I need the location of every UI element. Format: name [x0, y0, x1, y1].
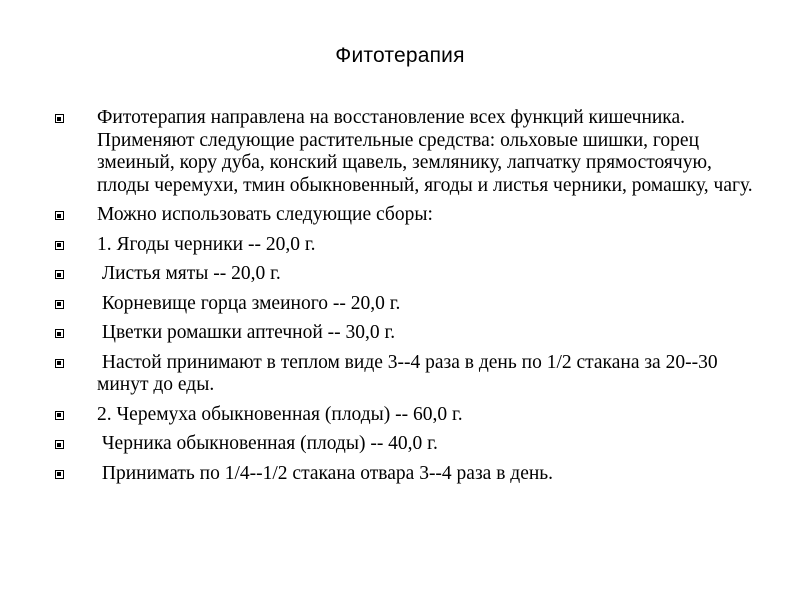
- list-item-text: 2. Черемуха обыкновенная (плоды) -- 60,0 г.: [97, 403, 463, 425]
- list-item: [55, 263, 755, 286]
- list-item: [55, 234, 755, 257]
- list-item-text: Принимать по 1/4--1/2 стакана отвара 3--4 раза в день.: [97, 462, 554, 484]
- square-bullet-icon: [55, 322, 97, 345]
- list-item-text: Черника обыкновенная (плоды) -- 40,0 г.: [97, 433, 438, 454]
- square-bullet-icon: [55, 463, 97, 486]
- list-item: [55, 322, 755, 345]
- list-item-text: Корневище горца змеиного -- 20,0 г.: [97, 292, 401, 314]
- square-bullet-icon: [55, 263, 97, 286]
- slide-title: Фитотерапия: [335, 44, 465, 67]
- square-bullet-icon: [55, 204, 97, 227]
- square-bullet-icon: [55, 293, 97, 316]
- list-item: [55, 107, 755, 197]
- list-item-text: Можно использовать следующие сборы:: [97, 204, 433, 225]
- list-item-text: Листья мяты -- 20,0 г.: [97, 263, 281, 284]
- list-item: [55, 352, 755, 397]
- square-bullet-icon: [55, 107, 97, 130]
- list-item: [55, 463, 755, 486]
- square-bullet-icon: [55, 404, 97, 427]
- list-item: [55, 404, 755, 427]
- square-bullet-icon: [55, 352, 97, 375]
- list-item-text: Настой принимают в теплом виде 3--4 раза в день по 1/2 стакана за 20--30 минут до еды.: [97, 351, 723, 395]
- list-item: [55, 204, 755, 227]
- list-item: [55, 433, 755, 456]
- list-item: [55, 293, 755, 316]
- square-bullet-icon: [55, 234, 97, 257]
- bullet-list: [55, 107, 755, 492]
- list-item-text: Цветки ромашки аптечной -- 30,0 г.: [97, 322, 396, 343]
- list-item-text: 1. Ягоды черники -- 20,0 г.: [97, 233, 316, 255]
- list-item-text: Фитотерапия направлена на восстановление всех функций кишечника. Применяют следующие растительные средства: ольховые шишки, горец змеиный, кору дуба, конский щавель, землянику, лапчатку прямостоячую, плоды черемухи, тмин обыкновенный, ягоды и листья черники, ромашку, чагу.: [97, 107, 753, 196]
- square-bullet-icon: [55, 433, 97, 456]
